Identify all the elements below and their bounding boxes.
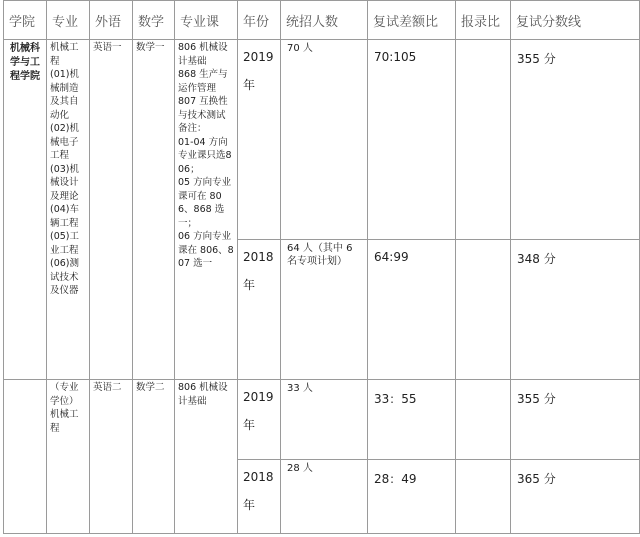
retest-ratio-cell: 70:105 <box>368 40 456 240</box>
apply-ratio-cell <box>456 460 511 534</box>
year-suffix: 年 <box>243 498 256 512</box>
header-retest-ratio: 复试差额比 <box>368 1 456 40</box>
language-cell: 英语一 <box>90 40 133 380</box>
year-cell <box>238 460 281 534</box>
year-suffix: 年 <box>243 278 256 292</box>
header-college: 学院 <box>4 1 47 40</box>
count-cell: 70 人 <box>281 40 368 240</box>
count-cell: 33 人 <box>281 380 368 460</box>
course-cell: 806 机械设计基础 868 生产与运作管理 807 互换性与技术测试 备注： 01-04 方向专业课只选806； 05 方向专业课可在 806、868 选一； 06 方向专业课在 806、807 选一 <box>175 40 238 380</box>
table-row <box>4 380 640 460</box>
year-number: 2019 <box>243 50 274 64</box>
score-line-cell: 365 分 <box>511 460 640 534</box>
header-score-line: 复试分数线 <box>511 1 640 40</box>
retest-ratio-cell: 64:99 <box>368 240 456 380</box>
count-cell: 64 人（其中 6 名专项计划） <box>281 240 368 380</box>
header-count: 统招人数 <box>281 1 368 40</box>
year-cell <box>238 40 281 240</box>
college-cell <box>4 380 47 534</box>
header-row <box>4 1 640 40</box>
header-course: 专业课 <box>175 1 238 40</box>
retest-ratio-cell: 28：49 <box>368 460 456 534</box>
retest-ratio-cell: 33：55 <box>368 380 456 460</box>
year-suffix: 年 <box>243 418 256 432</box>
major-cell: 机械工程 (01)机械制造及其自动化 (02)机械电子工程 (03)机械设计及理论 (04)车辆工程 (05)工业工程 (06)测试技术及仪器 <box>47 40 90 380</box>
year-number: 2019 <box>243 390 274 404</box>
header-year: 年份 <box>238 1 281 40</box>
admission-table <box>3 0 640 534</box>
score-line-cell: 355 分 <box>511 40 640 240</box>
college-cell: 机械科学与工程学院 <box>4 40 47 380</box>
year-number: 2018 <box>243 470 274 484</box>
header-apply-ratio: 报录比 <box>456 1 511 40</box>
year-cell <box>238 240 281 380</box>
header-major: 专业 <box>47 1 90 40</box>
apply-ratio-cell <box>456 240 511 380</box>
header-math: 数学 <box>133 1 175 40</box>
count-cell: 28 人 <box>281 460 368 534</box>
language-cell: 英语二 <box>90 380 133 534</box>
apply-ratio-cell <box>456 40 511 240</box>
year-number: 2018 <box>243 250 274 264</box>
score-line-cell: 355 分 <box>511 380 640 460</box>
math-cell: 数学一 <box>133 40 175 380</box>
table-row <box>4 40 640 240</box>
major-cell: （专业学位）机械工程 <box>47 380 90 534</box>
score-line-cell: 348 分 <box>511 240 640 380</box>
header-language: 外语 <box>90 1 133 40</box>
year-suffix: 年 <box>243 78 256 92</box>
course-cell: 806 机械设计基础 <box>175 380 238 534</box>
apply-ratio-cell <box>456 380 511 460</box>
math-cell: 数学二 <box>133 380 175 534</box>
year-cell <box>238 380 281 460</box>
